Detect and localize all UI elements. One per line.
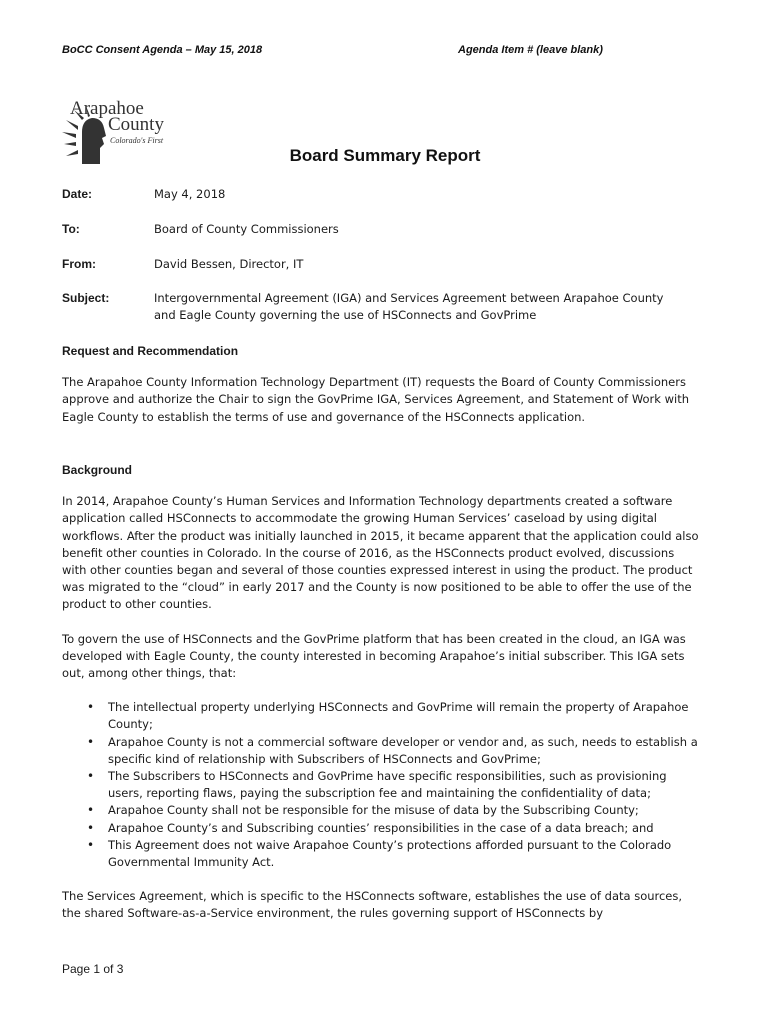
background-para2: To govern the use of HSConnects and the GovPrime platform that has been created in the cloud, an IGA was developed with Eagle County, the county interested in becoming Arapahoe’s initial subscriber. This IGA sets out, among other things, that: <box>62 631 686 681</box>
background-para1: In 2014, Arapahoe County’s Human Services and Information Technology departments created a software application called HSConnects to accommodate the growing Human Services’ caseload by using digital workflows. After the product was initially launched in 2015, it became apparent that the application could also benefit other counties in Colorado. In the course of 2016, as the HSConnects product evolved, discussions with other counties began and several of those counties expressed interest in using the product. The product was migrated to the “cloud” in early 2017 and the County is now positioned to be able to offer the use of the product to other counties. <box>62 494 699 612</box>
request-heading: Request and Recommendation <box>62 344 239 358</box>
list-item: • Arapahoe County is not a commercial software developer or vendor and, as such, needs to establish a specific kind of relationship with Subscribers of HSConnects and GovPrime; <box>62 734 702 768</box>
request-body: The Arapahoe County Information Technology Department (IT) requests the Board of County Commissioners approve and authorize the Chair to sign the GovPrime IGA, Services Agreement, and Statement of Work with Eagle County to establish the terms of use and governance of the HSConnects application. <box>62 375 690 424</box>
subject-label: Subject: <box>62 291 110 305</box>
subject-value: Intergovernmental Agreement (IGA) and Services Agreement between Arapahoe County and Eagle County governing the use of HSConnects and GovPrime <box>154 291 664 322</box>
logo-line1: Arapahoe <box>70 98 144 119</box>
logo-line2: County <box>108 114 164 135</box>
header-left: BoCC Consent Agenda – May 15, 2018 <box>62 44 263 56</box>
page-number: Page 1 of 3 <box>62 962 124 976</box>
background-section <box>62 462 702 923</box>
list-item: • Arapahoe County’s and Subscribing counties’ responsibilities in the case of a data breach; and <box>62 820 702 837</box>
list-item: • The intellectual property underlying HSConnects and GovPrime will remain the property of Arapahoe County; <box>62 699 702 733</box>
logo-tagline: Colorado's First <box>110 136 164 145</box>
request-section <box>62 343 702 426</box>
background-heading: Background <box>62 463 133 477</box>
list-item: • This Agreement does not waive Arapahoe County’s protections afforded pursuant to the Colorado Governmental Immunity Act. <box>62 837 702 871</box>
date-label: Date: <box>62 187 93 201</box>
from-value: David Bessen, Director, IT <box>154 257 304 271</box>
to-label: To: <box>62 222 80 236</box>
list-item: • Arapahoe County shall not be responsible for the misuse of data by the Subscribing County; <box>62 802 702 819</box>
from-label: From: <box>62 257 96 271</box>
list-item: • The Subscribers to HSConnects and GovPrime have specific responsibilities, such as provisioning users, reporting flaws, paying the subscription fee and maintaining the confidentiality of data; <box>62 768 702 802</box>
header-right: Agenda Item # (leave blank) <box>458 44 603 56</box>
to-value: Board of County Commissioners <box>154 222 339 236</box>
date-value: May 4, 2018 <box>154 187 226 201</box>
page-title: Board Summary Report <box>289 146 481 165</box>
background-para3: The Services Agreement, which is specific to the HSConnects software, establishes the use of data sources, the shared Software-as-a-Service environment, the rules governing support of HSConnects by <box>62 889 683 921</box>
background-bullet-list <box>62 699 702 871</box>
